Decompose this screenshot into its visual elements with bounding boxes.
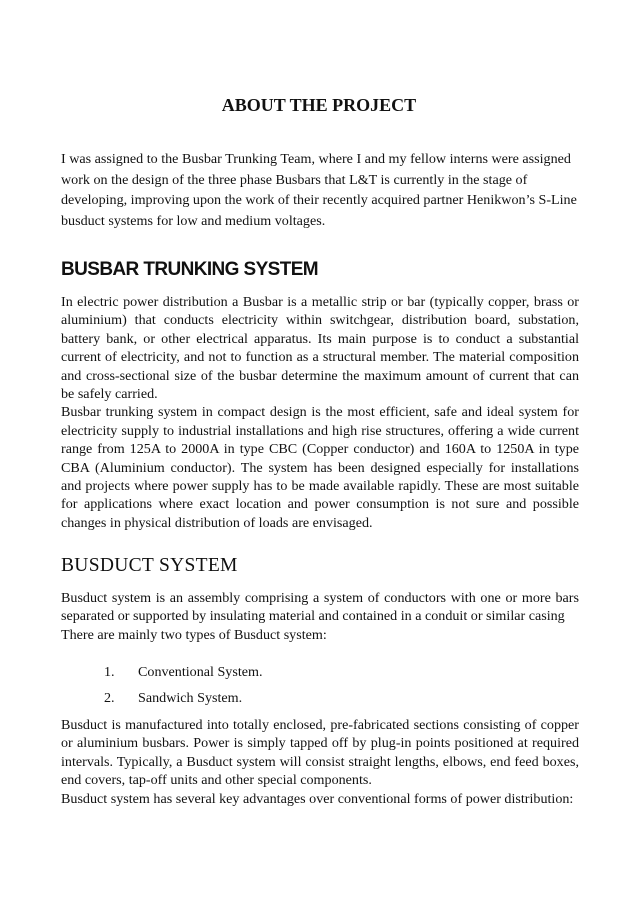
list-item [104,663,263,681]
busduct-definition-paragraph: Busduct system is an assembly comprising a system of conductors with one or more bars separated or supported by insulating material and contained in a conduit or similar casing [61,590,579,625]
page-title: ABOUT THE PROJECT [221,95,417,115]
busbar-trunking-paragraph: Busbar trunking system in compact design is the most efficient, safe and ideal system for electricity supply to industrial installations and high rise structures, offering a wide current range from 125A to 2000A in type CBC (Copper conductor) and 160A to 1250A in type CBA (Aluminium conductor). The system has been designed especially for installations and projects where power supply has to be made available rapidly. These are most suitable for applications where exact location and power consumption is not sure and possible changes in physical distribution of loads are envisaged. [61,404,579,531]
busduct-detail-section [61,716,579,808]
list-item-label: Conventional System. [138,664,263,680]
busbar-definition-paragraph: In electric power distribution a Busbar is a metallic strip or bar (typically copper, brass or aluminium) that conducts electricity within switchgear, distribution board, substation, battery bank, or other electrical apparatus. Its main purpose is to conduct a substantial current of electricity, and not to function as a structural member. The material composition and cross-sectional size of the busbar determine the maximum amount of current that can be safely carried. [61,294,579,403]
busduct-types-intro: There are mainly two types of Busduct system: [61,626,327,643]
list-item [104,689,242,707]
list-item-label: Sandwich System. [138,690,243,706]
list-item-number: 1. [104,664,115,680]
busduct-intro-section [61,589,579,644]
intro-paragraph: I was assigned to the Busbar Trunking Team, where I and my fellow interns were assigned work on the design of the three phase Busbars that L&T is currently in the stage of developing, improving upon the work of their recently acquired partner Henikwon’s S-Line busduct systems for low and medium voltages. [61,151,577,229]
section-heading-busduct: BUSDUCT SYSTEM [61,555,238,576]
busbar-trunking-section [61,293,579,532]
busduct-advantages-paragraph: Busduct system has several key advantages over conventional forms of power distribution: [61,790,574,807]
busduct-manufacture-paragraph: Busduct is manufactured into totally enclosed, pre-fabricated sections consisting of copper or aluminium busbars. Power is simply tapped off by plug-in points positioned at required intervals. Typically, a Busduct system will consist straight lengths, elbows, end feed boxes, end covers, tap-off units and other special components. [61,717,579,789]
section-heading-busbar-trunking: BUSBAR TRUNKING SYSTEM [61,259,319,280]
list-item-number: 2. [104,690,115,706]
